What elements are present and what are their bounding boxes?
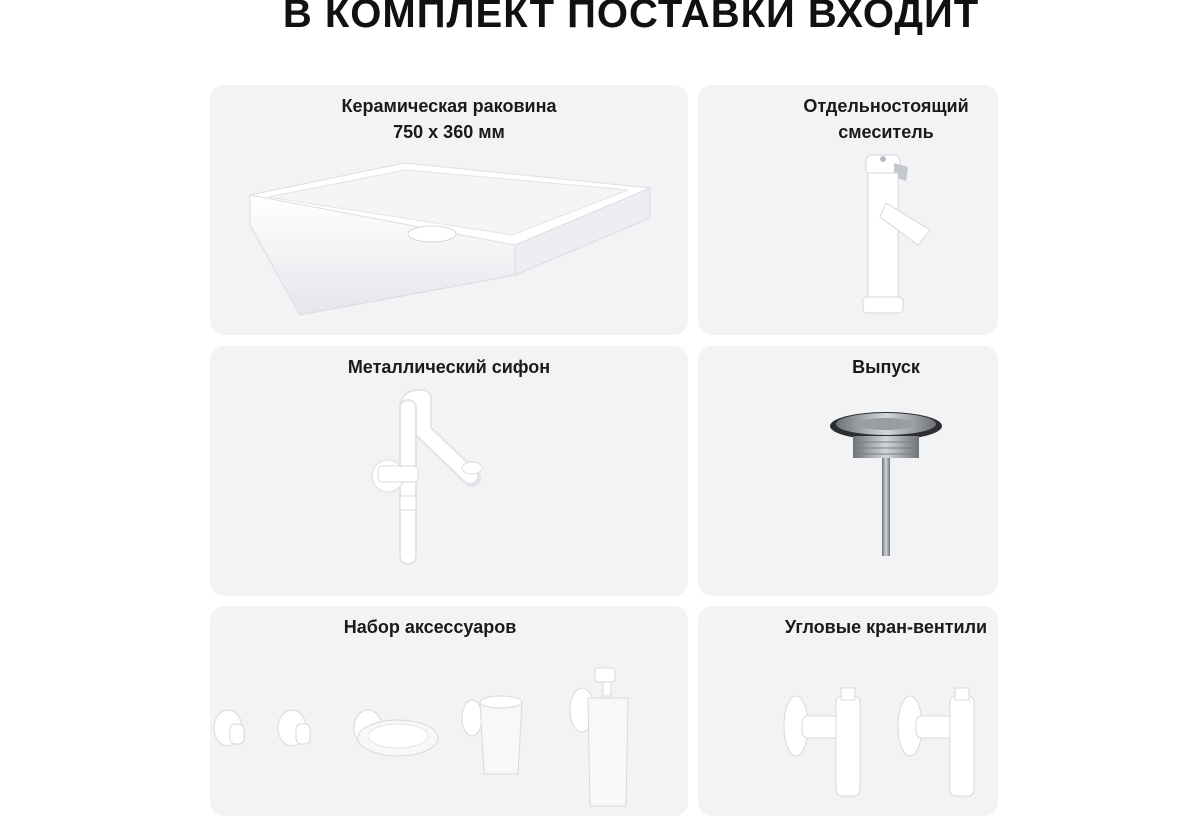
item-card-faucet: [698, 85, 998, 335]
page-title: В КОМПЛЕКТ ПОСТАВКИ ВХОДИТ: [282, 0, 980, 36]
item-card-sink: [210, 85, 688, 335]
item-card-drain: [698, 346, 998, 596]
item-label-line1: Керамическая раковина: [341, 96, 557, 116]
item-card-angle-valves: [698, 606, 998, 816]
item-label-line1: Угловые кран-вентили: [784, 617, 988, 637]
drain-icon: [698, 346, 998, 596]
faucet-icon: [698, 85, 998, 335]
accessories-icon: [210, 606, 688, 816]
item-card-siphon: [210, 346, 688, 596]
siphon-icon: [210, 346, 688, 596]
angle-valve-icon: [698, 606, 998, 816]
item-label-line2: смеситель: [838, 122, 934, 142]
item-label-line2: 750 х 360 мм: [393, 122, 505, 142]
item-card-accessories: [210, 606, 688, 816]
item-label-line1: Отдельностоящий: [803, 96, 969, 116]
item-label-line1: Выпуск: [852, 357, 920, 377]
sink-icon: [210, 85, 688, 335]
item-label-line1: Металлический сифон: [347, 357, 551, 377]
item-label-line1: Набор аксессуаров: [343, 617, 517, 637]
